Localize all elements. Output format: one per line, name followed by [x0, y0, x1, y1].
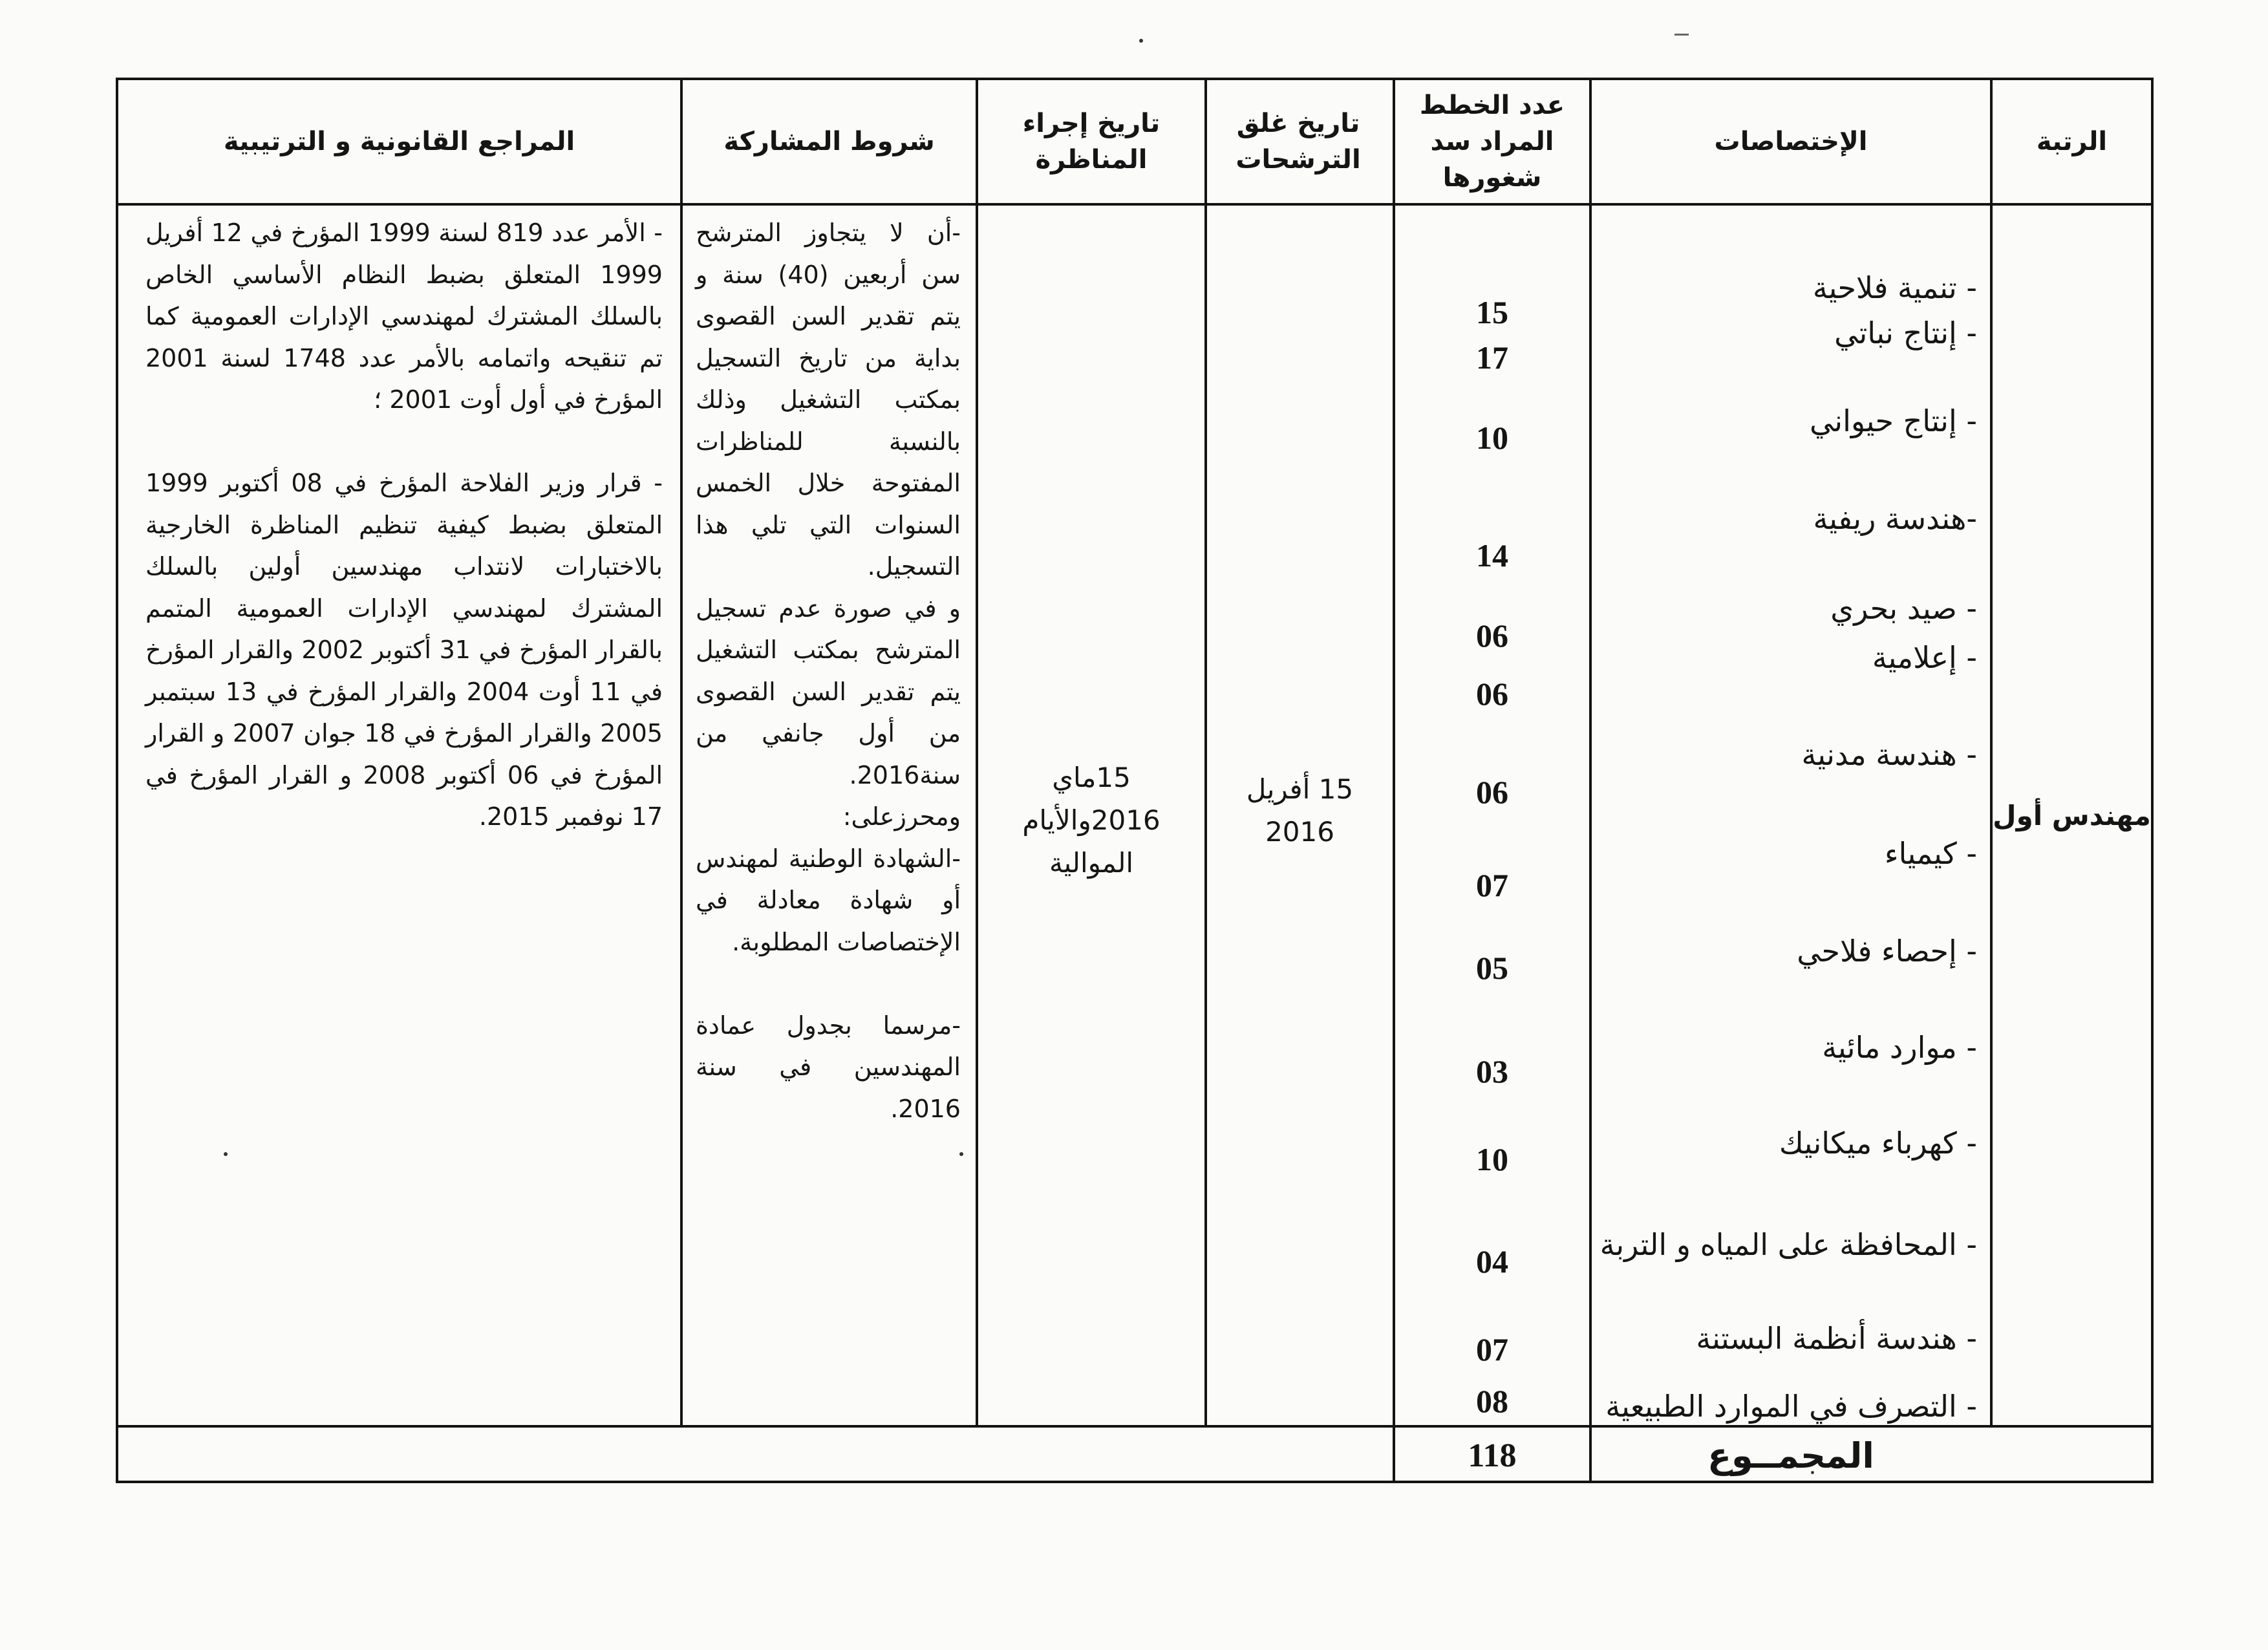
specialty-name: - كيمياء: [1884, 836, 1977, 871]
specialty-name: - تنمية فلاحية: [1812, 270, 1977, 305]
specialty-name: - إنتاج نباتي: [1834, 316, 1977, 350]
scan-mark: [1674, 34, 1689, 36]
header-rank: الرتبة: [2036, 127, 2108, 156]
specialty-name: - موارد مائية: [1822, 1030, 1977, 1065]
specialty-name: - صيد بحري: [1830, 591, 1977, 626]
header-positions: عدد الخطط المراد سد شغورها: [1419, 91, 1565, 193]
positions-count: 06: [1476, 617, 1508, 654]
specialty-name: -هندسة ريفية: [1813, 501, 1977, 536]
header-references: المراجع القانونية و الترتيبية: [223, 127, 575, 156]
positions-count: 08: [1476, 1383, 1508, 1419]
positions-count: 03: [1476, 1053, 1508, 1089]
total-value: 118: [1468, 1437, 1517, 1474]
positions-count: 17: [1476, 339, 1508, 376]
positions-count: 05: [1476, 950, 1508, 986]
specialty-name: - هندسة أنظمة البستنة: [1696, 1321, 1977, 1356]
header-conditions: شروط المشاركة: [723, 127, 935, 156]
header-exam-date: تاريخ إجراء المناظرة: [1022, 109, 1161, 175]
rank-value: مهندس أول: [1993, 799, 2151, 831]
header-closing-date: تاريخ غلق الترشحات: [1236, 109, 1361, 175]
references-text: - الأمر عدد 819 لسنة 1999 المؤرخ في 12 أفريل 1999 المتعلق بضبط النظام الأساسي الخاص بالسلك المشترك لمهندسي الإدارات العمومية كما تم تنقيحه واتمامه بالأمر عدد 1748 لسنة 2001 المؤرخ في أول أوت 2001 ؛ - قرار وزير الفلاحة المؤرخ في 08 أكتوبر 1999 المتعلق بضبط كيفية تنظيم المناظرة الخارجية بالاختبارات لانتداب مهندسين أولين بالسلك المشترك لمهندسي الإدارات العمومية المتمم بالقرار المؤرخ في 31 أكتوبر 2002 والقرار المؤرخ في 11 أوت 2004 والقرار المؤرخ في 13 سبتمبر 2005 والقرار المؤرخ في 18 جوان 2007 و القرار المؤرخ في 06 أكتوبر 2008 و القرار المؤرخ في 17 نوفمبر 2015.: [145, 219, 663, 831]
positions-count: 15: [1476, 294, 1508, 330]
positions-count: 07: [1476, 1331, 1508, 1367]
positions-count: 10: [1476, 420, 1508, 456]
positions-count: 06: [1476, 676, 1508, 712]
specialty-name: - كهرباء ميكانيك: [1779, 1126, 1977, 1161]
positions-list: [1395, 206, 1589, 1425]
header-specialties: الإختصاصات: [1714, 127, 1868, 156]
positions-table: [116, 78, 2154, 1483]
total-label: المجمــوع: [1707, 1435, 1874, 1476]
specialties-list: [1592, 206, 1977, 1425]
specialty-name: - المحافظة على المياه و التربة: [1599, 1227, 1977, 1262]
specialty-name: - إنتاج حيواني: [1809, 403, 1977, 438]
positions-count: 10: [1476, 1141, 1508, 1177]
exam-date-value: 15ماي 2016والأيام الموالية: [1022, 762, 1161, 879]
closing-date-value: 15 أفريل 2016: [1246, 773, 1354, 848]
positions-count: 07: [1476, 867, 1508, 903]
specialty-name: - إعلامية: [1872, 640, 1977, 675]
column-divider: [680, 80, 683, 1426]
conditions-text: -أن لا يتجاوز المترشح سن أربعين (40) سنة و يتم تقدير السن القصوى بداية من تاريخ التسجيل بمكتب التشغيل وذلك بالنسبة للمناظرات المفتوحة خلال الخمس السنوات التي تلي هذا التسجيل. و في صورة عدم تسجيل المترشح بمكتب التشغيل يتم تقدير السن القصوى من أول جانفي من سنة2016. ومحرزعلى: -الشهادة الوطنية لمهندس أو شهادة معادلة في الإختصاصات المطلوبة. -مرسما بجدول عمادة المهندسين في سنة 2016.: [696, 219, 961, 1123]
positions-count: 14: [1476, 537, 1508, 573]
scan-speck: [1139, 39, 1143, 43]
positions-count: 06: [1476, 774, 1508, 810]
positions-count: 04: [1476, 1243, 1508, 1280]
specialty-name: - التصرف في الموارد الطبيعية: [1605, 1389, 1977, 1424]
specialty-name: - هندسة مدنية: [1801, 737, 1977, 772]
specialty-name: - إحصاء فلاحي: [1797, 934, 1977, 969]
